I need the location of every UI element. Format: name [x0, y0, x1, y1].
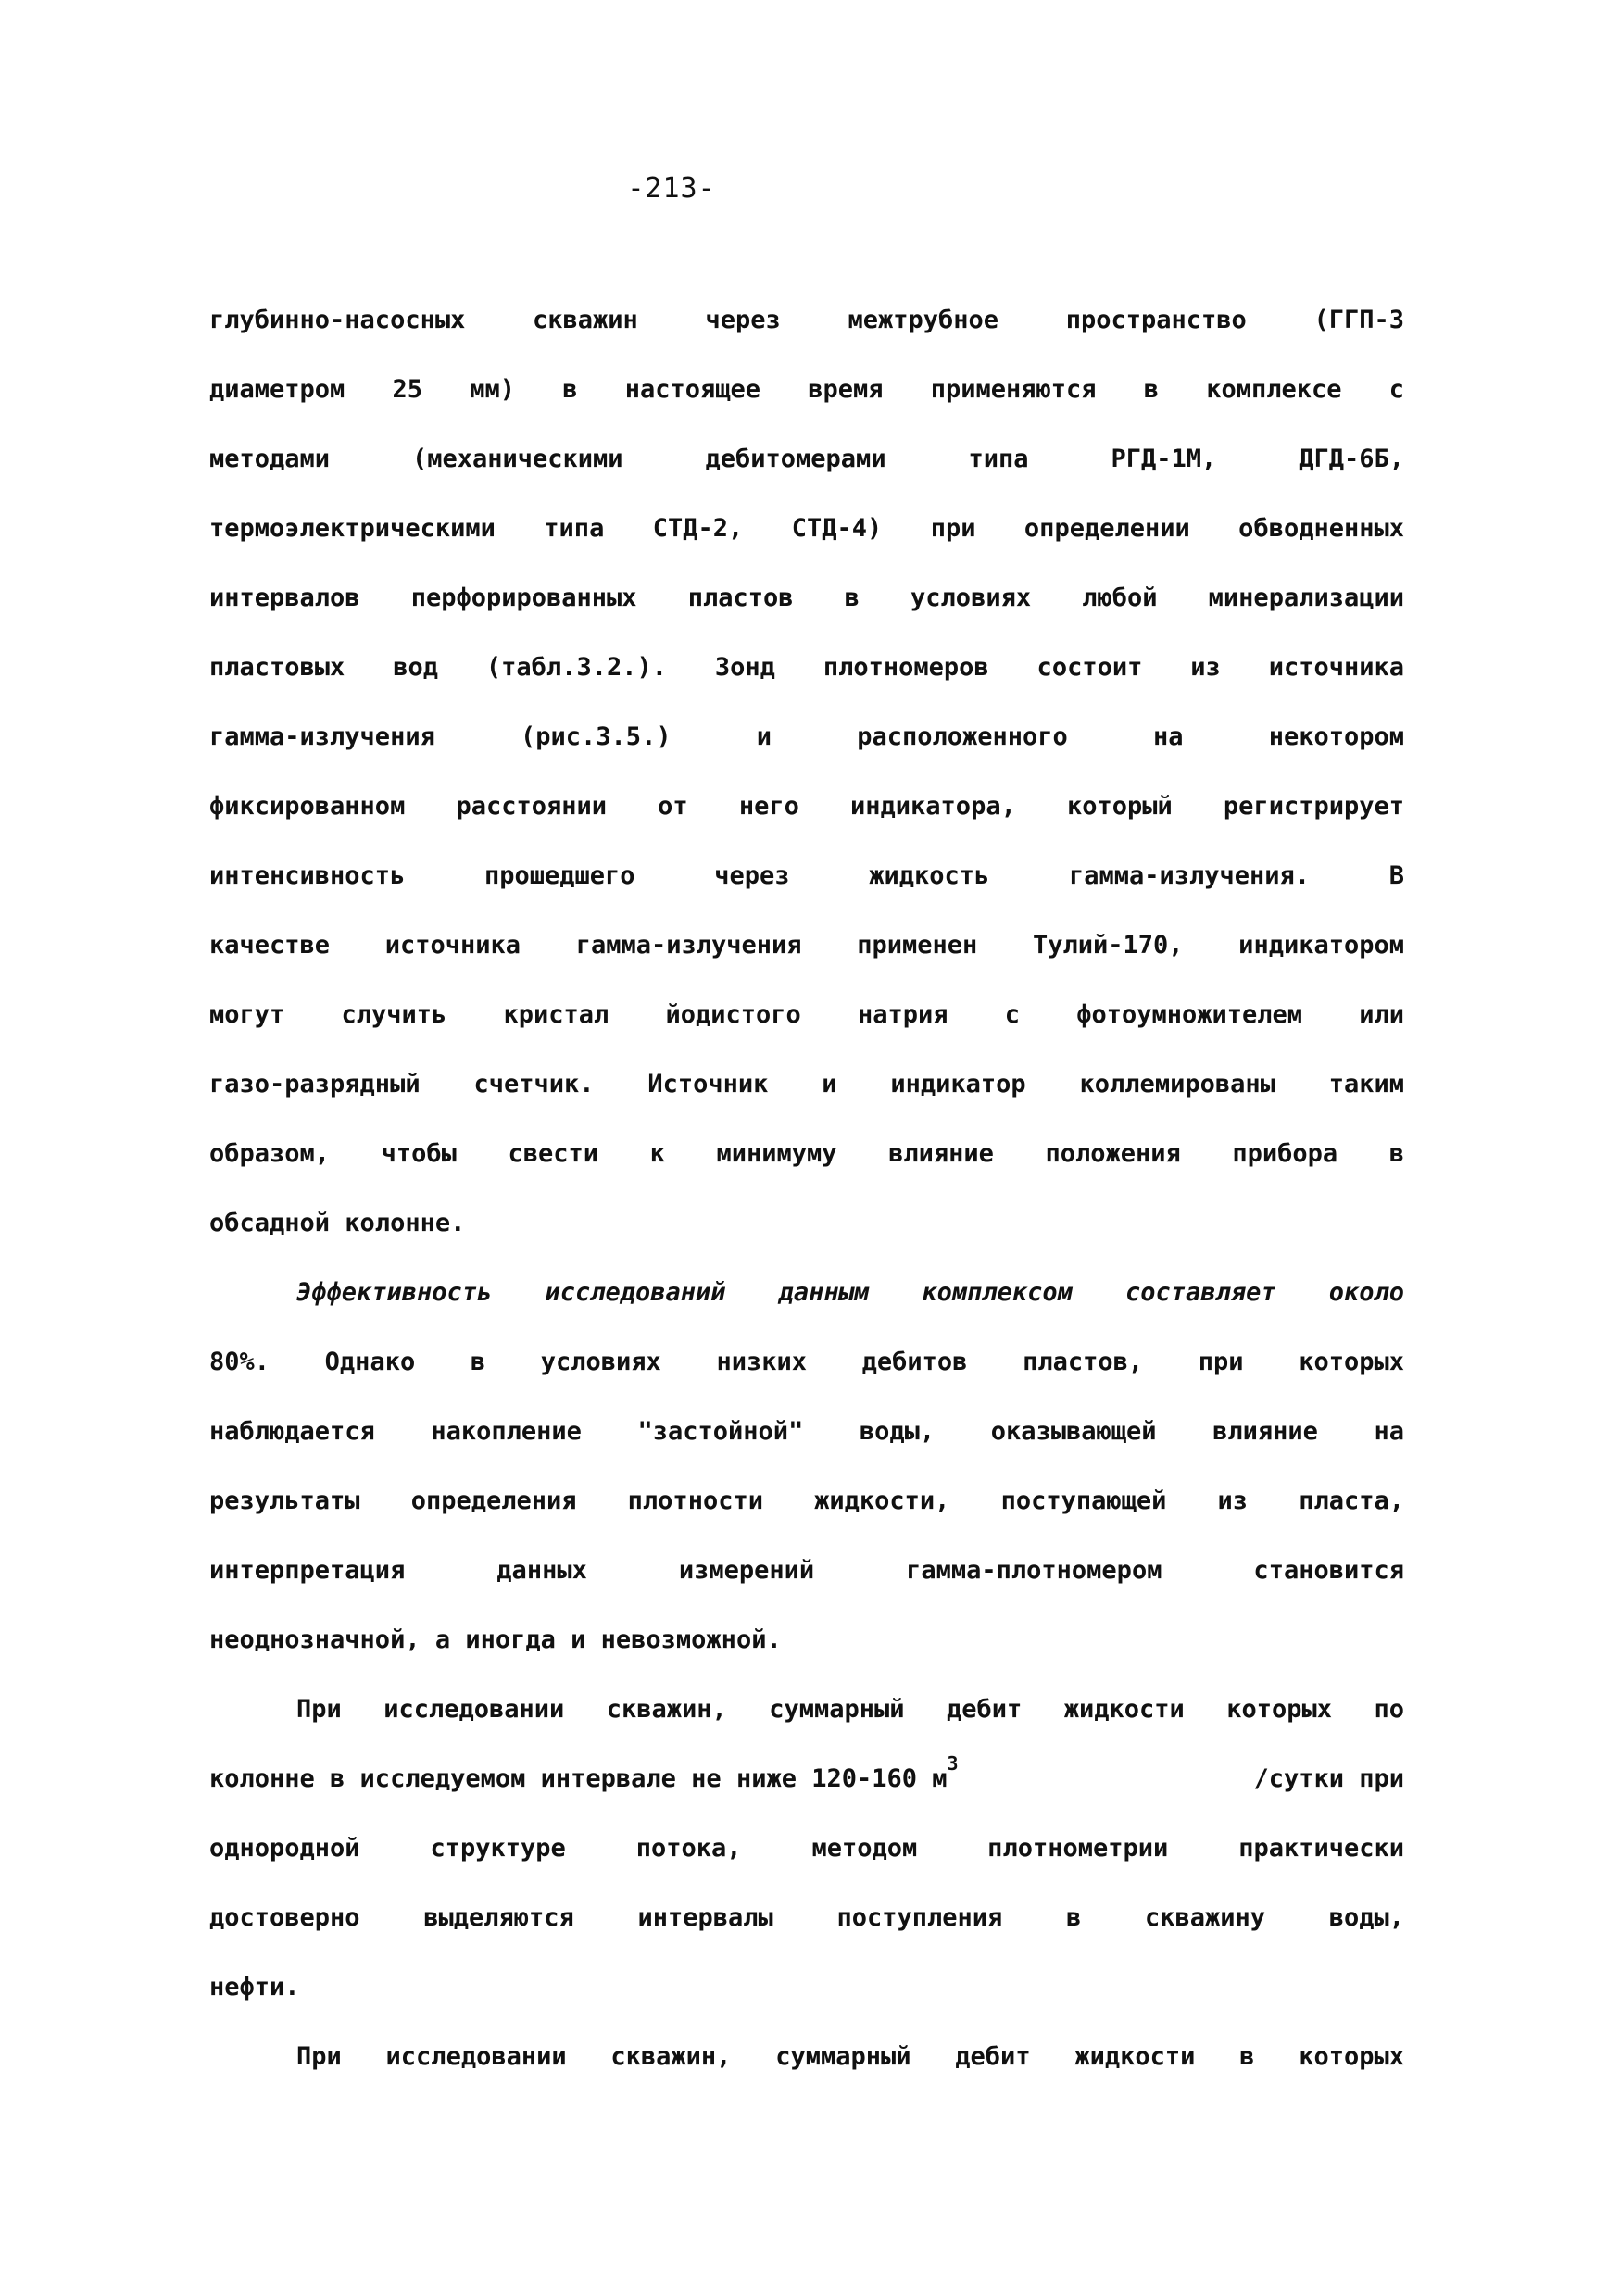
text-line: глубинно-насосных скважин через межтрубное пространство (ГГП-3	[209, 306, 1404, 334]
text-line: 80%. Однако в условиях низких дебитов пластов, при которых	[209, 1348, 1404, 1376]
text-line: образом, чтобы свести к минимуму влияние положения прибора в	[209, 1139, 1404, 1168]
text-line: интерпретация данных измерений гамма-плотномером становится	[209, 1556, 1404, 1585]
paragraph-3	[209, 1675, 1404, 2022]
paragraph-2	[209, 1258, 1404, 1675]
text-line: наблюдается накопление "застойной" воды, оказывающей влияние на	[209, 1417, 1404, 1446]
text-line: газо-разрядный счетчик. Источник и индикатор коллемированы таким	[209, 1070, 1404, 1098]
unit-suffix: /сутки при	[1253, 1764, 1404, 1793]
text-line: пластовых вод (табл.3.2.). Зонд плотномеров состоит из источника	[209, 653, 1404, 682]
text-line: При исследовании скважин, суммарный дебит жидкости которых по	[296, 1695, 1404, 1724]
text-line: достоверно выделяются интервалы поступления в скважину воды,	[209, 1903, 1404, 1932]
text-line: обсадной колонне.	[209, 1209, 466, 1237]
page-number: -213-	[627, 172, 716, 205]
text-line: гамма-излучения (рис.3.5.) и расположенного на некотором	[209, 722, 1404, 751]
paragraph-4	[209, 2022, 1404, 2091]
text-line: однородной структуре потока, методом плотнометрии практически	[209, 1834, 1404, 1863]
text-line-italic: Эффективность исследований данным комплексом составляет около	[296, 1278, 1404, 1307]
text-line-with-unit	[209, 1744, 1404, 1813]
text-line: фиксированном расстоянии от него индикатора, который регистрирует	[209, 792, 1404, 821]
text-segment: колонне в исследуемом интервале не ниже 120-160 м	[209, 1764, 948, 1793]
body-text	[209, 285, 1404, 2091]
text-line: При исследовании скважин, суммарный дебит жидкости в которых	[296, 2042, 1404, 2071]
text-line: диаметром 25 мм) в настоящее время применяются в комплексе с	[209, 375, 1404, 404]
text-line: нефти.	[209, 1973, 300, 2001]
text-line: интервалов перфорированных пластов в условиях любой минерализации	[209, 583, 1404, 612]
text-line: методами (механическими дебитомерами типа РГД-1М, ДГД-6Б,	[209, 445, 1404, 473]
unit-superscript: 3	[947, 1752, 959, 1775]
paragraph-1	[209, 285, 1404, 1258]
text-line: термоэлектрическими типа СТД-2, СТД-4) при определении обводненных	[209, 514, 1404, 543]
text-line: интенсивность прошедшего через жидкость гамма-излучения. В	[209, 861, 1404, 890]
text-line: неоднозначной, а иногда и невозможной.	[209, 1625, 782, 1654]
text-line: могут случить кристал йодистого натрия с фотоумножителем или	[209, 1000, 1404, 1029]
text-line: качестве источника гамма-излучения применен Тулий-170, индикатором	[209, 931, 1404, 960]
text-line: результаты определения плотности жидкости, поступающей из пласта,	[209, 1487, 1404, 1515]
